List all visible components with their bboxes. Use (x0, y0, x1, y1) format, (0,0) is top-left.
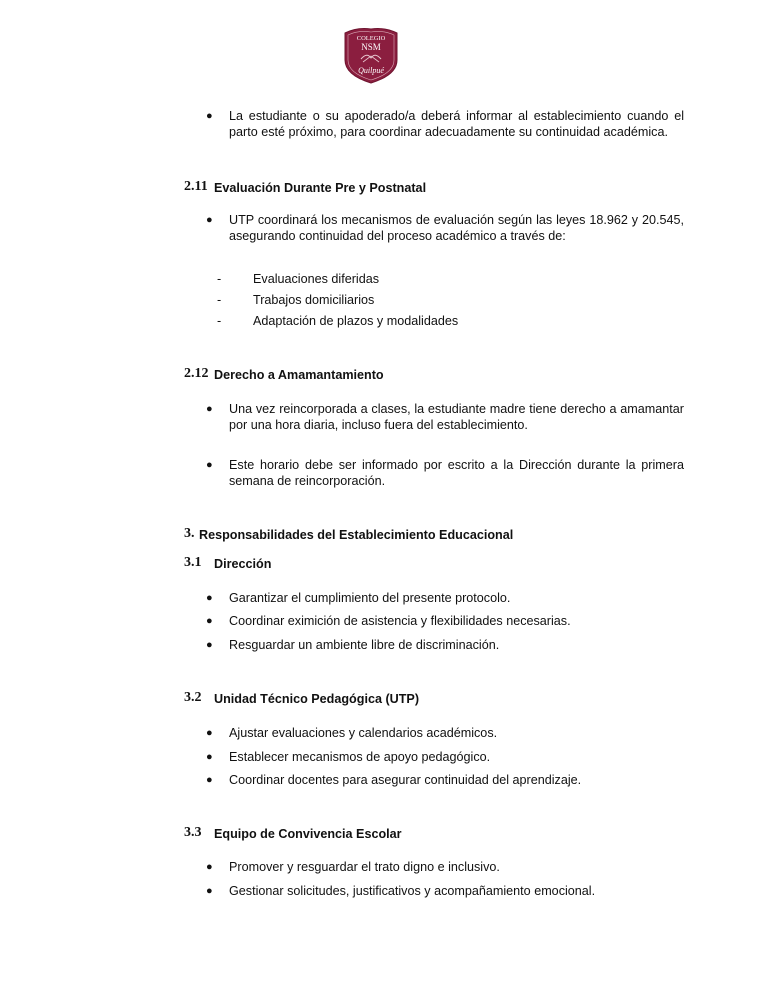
bullet-icon: ● (206, 639, 213, 651)
section-title: Derecho a Amamantamiento (214, 368, 384, 382)
section-number: 2.11 (184, 179, 208, 194)
list-item: Una vez reincorporada a clases, la estudiante madre tiene derecho a amamantar por una hora diaria, incluso fuera del establecimiento. (229, 402, 684, 432)
dash-item: Trabajos domiciliarios (253, 293, 375, 307)
bullet-icon: ● (206, 885, 213, 897)
dash-icon: - (217, 314, 222, 328)
section-title: Equipo de Convivencia Escolar (214, 827, 402, 841)
bullet-icon: ● (206, 110, 213, 122)
list-item: Coordinar docentes para asegurar continuidad del aprendizaje. (229, 773, 582, 787)
dash-icon: - (217, 272, 222, 286)
dash-icon: - (217, 293, 222, 307)
dash-item: Evaluaciones diferidas (253, 272, 380, 286)
list-item: UTP coordinará los mecanismos de evaluación según las leyes 18.962 y 20.545, asegurando continuidad del proceso académico a través de: (229, 213, 684, 243)
bullet-icon: ● (206, 861, 213, 873)
list-item: Promover y resguardar el trato digno e inclusivo. (229, 860, 500, 874)
list-item: Garantizar el cumplimiento del presente protocolo. (229, 591, 511, 605)
bullet-icon: ● (206, 214, 213, 226)
list-item: Ajustar evaluaciones y calendarios académicos. (229, 726, 498, 740)
bullet-icon: ● (206, 774, 213, 786)
section-title: Dirección (214, 557, 272, 571)
section-number: 2.12 (184, 366, 209, 381)
list-item: Coordinar eximición de asistencia y flexibilidades necesarias. (229, 614, 571, 628)
list-item: Este horario debe ser informado por escrito a la Dirección durante la primera semana de reincorporación. (229, 458, 684, 488)
section-number: 3.2 (184, 690, 202, 705)
logo-line-2: NSM (361, 42, 381, 52)
bullet-icon: ● (206, 727, 213, 739)
logo-line-1: COLEGIO (356, 35, 386, 42)
logo-line-3: Quilpué (358, 66, 384, 75)
intro-bullet-text: La estudiante o su apoderado/a deberá informar al establecimiento cuando el parto esté próximo, para coordinar adecuadamente su continuidad académica. (229, 109, 684, 139)
section-number: 3.1 (184, 555, 202, 570)
bullet-icon: ● (206, 459, 213, 471)
bullet-icon: ● (206, 751, 213, 763)
dash-item: Adaptación de plazos y modalidades (253, 314, 459, 328)
list-item: Establecer mecanismos de apoyo pedagógico. (229, 750, 491, 764)
section-title: Evaluación Durante Pre y Postnatal (214, 181, 427, 195)
section-number: 3.3 (184, 825, 202, 840)
bullet-icon: ● (206, 403, 213, 415)
list-item: Gestionar solicitudes, justificativos y acompañamiento emocional. (229, 884, 596, 898)
section-number: 3. (184, 526, 195, 541)
school-crest-logo (343, 26, 399, 84)
section-title: Responsabilidades del Establecimiento Educacional (199, 528, 514, 542)
section-title: Unidad Técnico Pedagógica (UTP) (214, 692, 420, 706)
bullet-icon: ● (206, 615, 213, 627)
list-item: Resguardar un ambiente libre de discriminación. (229, 638, 500, 652)
bullet-icon: ● (206, 592, 213, 604)
